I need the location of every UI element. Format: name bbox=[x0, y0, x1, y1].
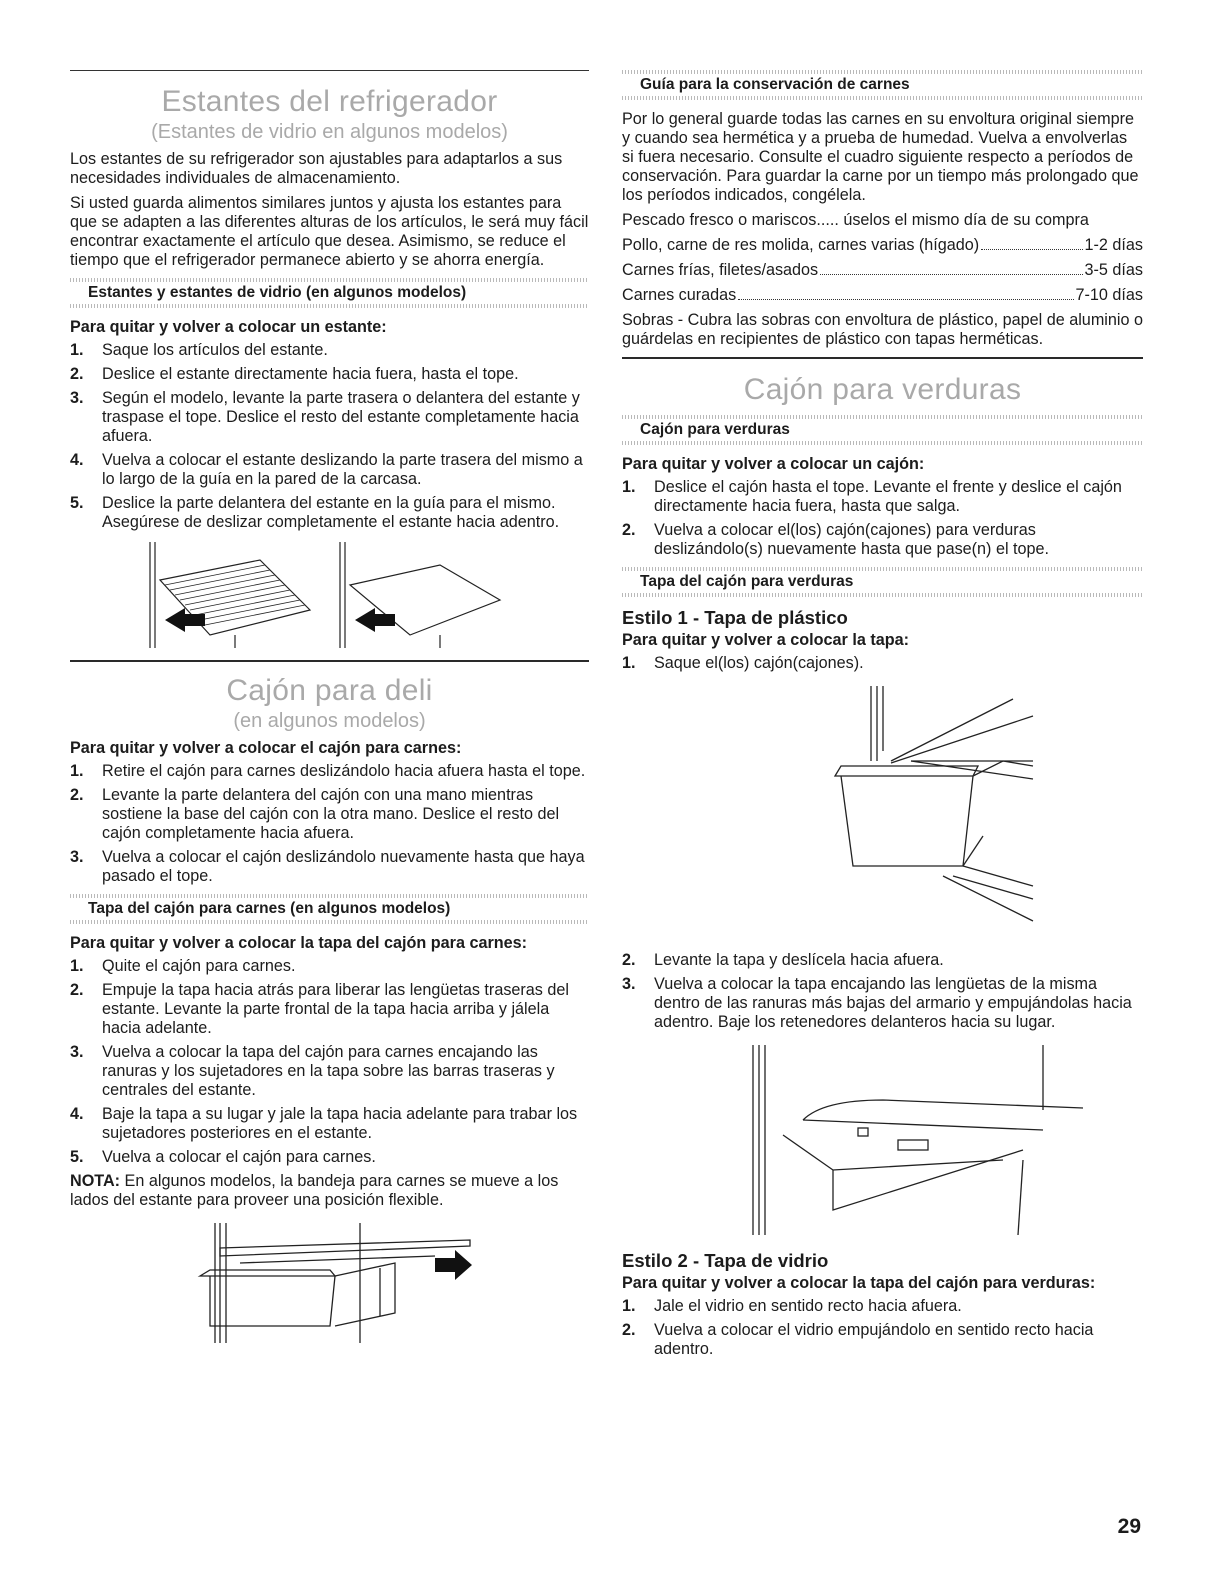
list-item: 1. Quite el cajón para carnes. bbox=[70, 957, 296, 975]
note-paragraph: NOTA: En algunos modelos, la bandeja para carnes se mueve a los lados del estante para proveer una posición flexible. bbox=[70, 1172, 559, 1209]
intro-paragraph-2: Si usted guarda alimentos similares juntos y ajusta los estantes para que se adapten a las diferentes alturas de los artículos, le será muy fácil encontrar exactamente el artículo que desea. Asimismo, se reduce el tiempo que el refrigerador permanece abierto y se ahorra energía. bbox=[70, 194, 589, 269]
right-column bbox=[622, 70, 1143, 1364]
section-rule bbox=[622, 357, 1143, 359]
list-item: 3. Vuelva a colocar el cajón deslizándolo nuevamente hasta que haya pasado el tope. bbox=[70, 848, 585, 885]
list-item: 1. Jale el vidrio en sentido recto hacia afuera. bbox=[622, 1297, 962, 1315]
shelf-steps bbox=[70, 341, 589, 532]
meat-guide-paragraph: Por lo general guarde todas las carnes en su envoltura original siempre y cuando sea hermética y a prueba de humedad. Vuelva a envolverlas si fuera necesario. Consulte el cuadro siguiente respecto a períodos de conservación. Para guardar la carne por un tiempo más prolongado que los períodos indicados, congélela. bbox=[622, 110, 1139, 204]
list-item: 1. Saque los artículos del estante. bbox=[70, 341, 328, 359]
deli-title: Cajón para deli bbox=[226, 674, 433, 707]
list-item: 1. Deslice el cajón hasta el tope. Levante el frente y deslice el cajón directamente hacia fuera, hasta que salga. bbox=[622, 478, 1122, 515]
list-item: 5. Vuelva a colocar el cajón para carnes. bbox=[70, 1148, 376, 1166]
crisper-cover-illustration bbox=[622, 1040, 1143, 1240]
list-item: 2. Levante la tapa y deslícela hacia afuera. bbox=[622, 951, 944, 969]
storage-row: Carnes frías, filetes/asados 3-5 días bbox=[622, 261, 1143, 279]
leftovers-paragraph: Sobras - Cubra las sobras con envoltura de plástico, papel de aluminio o guárdelas en recipientes de plástico con tapas herméticas. bbox=[622, 311, 1143, 348]
style1-steps-b bbox=[622, 951, 1143, 1032]
meat-guide-subhead: Guía para la conservación de carnes bbox=[622, 70, 1143, 100]
list-item: 2. Vuelva a colocar el vidrio empujándolo en sentido recto hacia adentro. bbox=[622, 1321, 1094, 1358]
list-item: 1. Saque el(los) cajón(cajones). bbox=[622, 654, 864, 672]
list-item: 4. Vuelva a colocar el estante deslizando la parte trasera del mismo a lo largo de la guía en la pared de la carcasa. bbox=[70, 451, 583, 488]
shelf-illustration bbox=[70, 540, 589, 650]
list-item: 3. Vuelva a colocar la tapa encajando las lengüetas de la misma dentro de las ranuras más bajas del armario y empujándolas hacia adentro. Baje los retenedores delanteros hacia su lugar. bbox=[622, 975, 1132, 1031]
list-item: 2. Levante la parte delantera del cajón con una mano mientras sostiene la base del cajón con la otra mano. Deslice el resto del cajón completamente hacia afuera. bbox=[70, 786, 560, 842]
meat-cover-steps bbox=[70, 957, 589, 1167]
list-item: 2. Empuje la tapa hacia atrás para liberar las lengüetas traseras del estante. Levante la parte frontal de la tapa hacia arriba y jálela hacia adelante. bbox=[70, 981, 570, 1037]
section-rule bbox=[70, 660, 589, 662]
deli-procedure-heading: Para quitar y volver a colocar el cajón para carnes: bbox=[70, 739, 462, 757]
intro-paragraph-1: Los estantes de su refrigerador son ajustables para adaptarlos a sus necesidades individuales de almacenamiento. bbox=[70, 150, 563, 187]
deli-steps bbox=[70, 762, 589, 886]
style1-heading: Estilo 1 - Tapa de plástico bbox=[622, 607, 848, 628]
shelves-title: Estantes del refrigerador bbox=[161, 85, 498, 118]
deli-subtitle: (en algunos modelos) bbox=[233, 710, 426, 732]
crisper-cover-subhead: Tapa del cajón para verduras bbox=[622, 567, 1143, 597]
crisper-drawer-illustration bbox=[622, 681, 1143, 941]
fish-line: Pescado fresco o mariscos..... úselos el mismo día de su compra bbox=[622, 211, 1089, 229]
style2-heading: Estilo 2 - Tapa de vidrio bbox=[622, 1250, 829, 1271]
style1-procedure-heading: Para quitar y volver a colocar la tapa: bbox=[622, 631, 910, 649]
meat-cover-procedure-heading: Para quitar y volver a colocar la tapa del cajón para carnes: bbox=[70, 934, 528, 952]
left-column bbox=[70, 70, 589, 1358]
crisper-steps bbox=[622, 478, 1143, 559]
storage-row: Pollo, carne de res molida, carnes varias (hígado) 1-2 días bbox=[622, 236, 1143, 254]
meat-drawer-illustration bbox=[70, 1218, 589, 1348]
meat-cover-subhead: Tapa del cajón para carnes (en algunos modelos) bbox=[70, 894, 589, 924]
shelves-subhead: Estantes y estantes de vidrio (en algunos modelos) bbox=[70, 278, 589, 308]
storage-row: Carnes curadas 7-10 días bbox=[622, 286, 1143, 304]
list-item: 4. Baje la tapa a su lugar y jale la tapa hacia adelante para trabar los sujetadores posteriores en el estante. bbox=[70, 1105, 578, 1142]
style2-steps bbox=[622, 1297, 1143, 1359]
top-rule bbox=[70, 70, 589, 71]
list-item: 2. Deslice el estante directamente hacia fuera, hasta el tope. bbox=[70, 365, 519, 383]
crisper-procedure-heading: Para quitar y volver a colocar un cajón: bbox=[622, 455, 925, 473]
shelves-subtitle: (Estantes de vidrio en algunos modelos) bbox=[151, 121, 508, 143]
style2-procedure-heading: Para quitar y volver a colocar la tapa del cajón para verduras: bbox=[622, 1274, 1096, 1292]
list-item: 2. Vuelva a colocar el(los) cajón(cajones) para verduras deslizándolo(s) nuevamente hasta que pase(n) el tope. bbox=[622, 521, 1050, 558]
crisper-title: Cajón para verduras bbox=[743, 373, 1022, 406]
style1-steps-a bbox=[622, 654, 1143, 673]
page-number: 29 bbox=[1117, 1515, 1141, 1538]
crisper-subhead: Cajón para verduras bbox=[622, 415, 1143, 445]
list-item: 3. Vuelva a colocar la tapa del cajón para carnes encajando las ranuras y los sujetadores en la tapa sobre las barras traseras y centrales del estante. bbox=[70, 1043, 555, 1099]
list-item: 5. Deslice la parte delantera del estante en la guía para el mismo. Asegúrese de deslizar completamente el estante hacia adentro. bbox=[70, 494, 560, 531]
shelf-procedure-heading: Para quitar y volver a colocar un estante: bbox=[70, 318, 387, 336]
list-item: 3. Según el modelo, levante la parte trasera o delantera del estante y traspase el tope. Deslice el resto del estante completamente hacia afuera. bbox=[70, 389, 580, 445]
list-item: 1. Retire el cajón para carnes deslizándolo hacia afuera hasta el tope. bbox=[70, 762, 586, 780]
